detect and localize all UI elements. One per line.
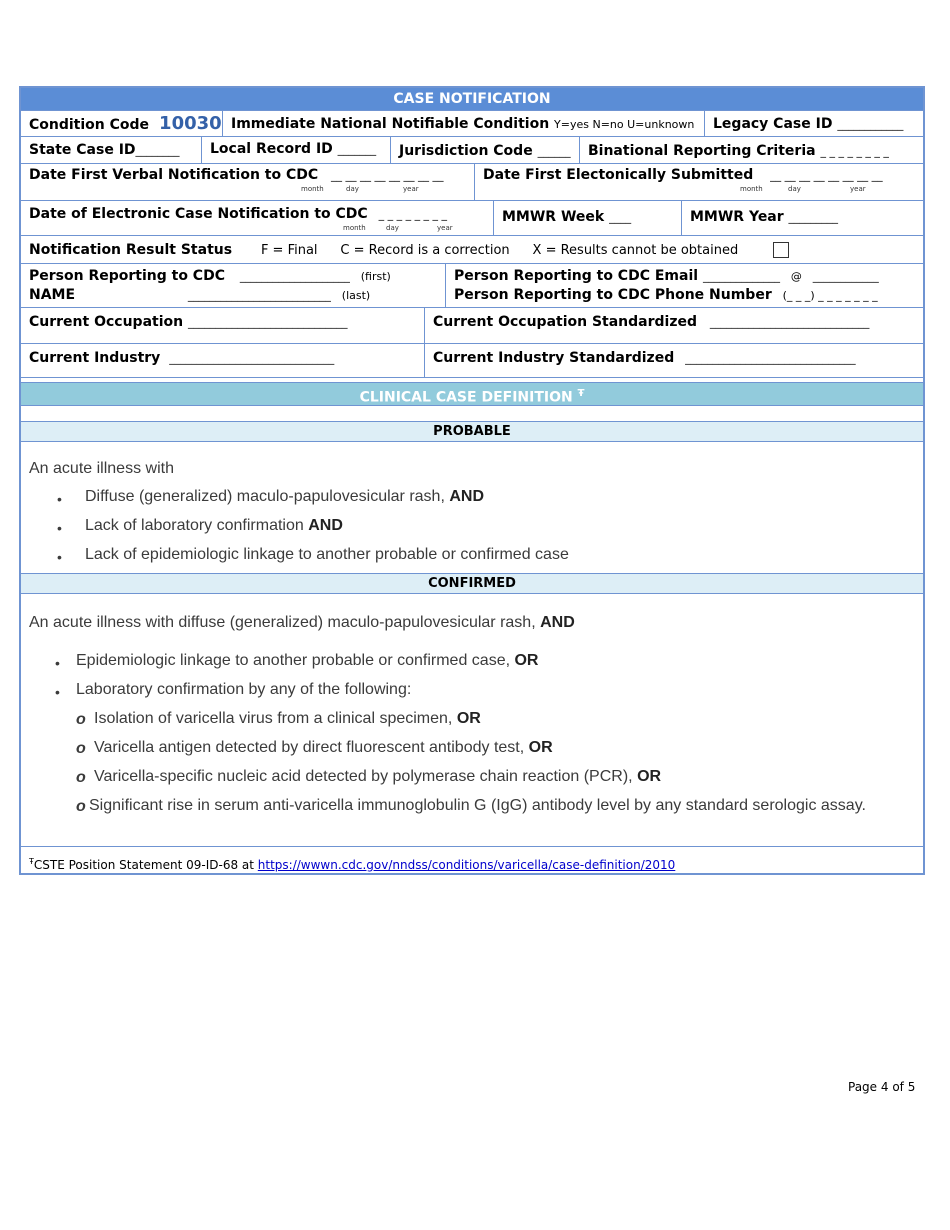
confirmed-header: CONFIRMED [21, 573, 923, 594]
mmwr-week-label: MMWR Week [502, 209, 605, 225]
confirmed-sub-2-text: Varicella antigen detected by direct fluorescent antibody test, [94, 739, 529, 756]
result-status-checkbox[interactable] [773, 242, 789, 258]
mmwr-week-field[interactable]: ____ [609, 211, 632, 224]
industry-std-cell [425, 344, 923, 377]
status-correction-option: C = Record is a correction [340, 243, 510, 258]
confirmed-section [21, 594, 923, 847]
phone-field[interactable]: (_ _ _) _ _ _ _ _ _ _ [782, 289, 878, 302]
status-cannot-option: X = Results cannot be obtained [532, 243, 739, 258]
verbal-notification-cell [21, 164, 475, 200]
footnote-mark: Ŧ [29, 857, 34, 866]
industry-std-label: Current Industry Standardized [433, 350, 675, 366]
confirmed-intro-bold: AND [540, 614, 575, 631]
probable-item-3: Lack of epidemiologic linkage to another probable or confirmed case [85, 546, 569, 563]
circle-bullet-icon: o [76, 769, 86, 786]
legacy-case-id-cell [705, 111, 923, 136]
page-number: Page 4 of 5 [848, 1080, 916, 1094]
electronic-submitted-cell [475, 164, 923, 200]
occupation-field[interactable]: _____________________________ [187, 316, 348, 329]
binational-field[interactable]: _ _ _ _ _ _ _ _ [820, 145, 889, 158]
industry-std-field[interactable]: _______________________________ [685, 352, 856, 365]
first-name-hint: (first) [360, 270, 391, 283]
footnote-text: CSTE Position Statement 09-ID-68 at [33, 858, 258, 872]
industry-field[interactable]: ______________________________ [169, 352, 335, 365]
bullet-dot-icon: • [57, 491, 62, 507]
row-result-status [21, 236, 923, 264]
legacy-case-id-label: Legacy Case ID [713, 116, 833, 132]
confirmed-item-2: Laboratory confirmation by any of the following: [76, 681, 412, 698]
electronic-notification-date-field[interactable]: _ _ _ _ _ _ _ _ [378, 208, 448, 221]
circle-bullet-icon: o [76, 740, 86, 757]
condition-code-value[interactable]: 10030 [159, 113, 222, 134]
jurisdiction-code-field[interactable]: ______ [537, 145, 571, 158]
confirmed-sub-1 [94, 710, 481, 728]
condition-code-cell [21, 111, 223, 136]
probable-item-1-text: Diffuse (generalized) maculo-papulovesicular rash, [85, 488, 450, 505]
status-final-option: F = Final [260, 243, 318, 258]
occupation-std-cell [425, 308, 923, 343]
electronic-month-hint: month [343, 224, 366, 232]
row-condition [21, 111, 923, 137]
probable-item-2 [85, 517, 343, 535]
confirmed-item-1 [76, 652, 538, 670]
electronic-notification-cell [21, 201, 494, 235]
verbal-day-hint: day [346, 185, 359, 193]
bullet-dot-icon: • [55, 684, 60, 700]
probable-header: PROBABLE [21, 421, 923, 442]
row-electronic-mmwr [21, 201, 923, 236]
local-record-id-field[interactable]: _______ [337, 143, 377, 156]
circle-bullet-icon: o [76, 798, 86, 815]
occupation-std-label: Current Occupation Standardized [433, 314, 698, 330]
email-domain-field[interactable]: ____________ [812, 270, 879, 283]
row-occupation [21, 308, 923, 344]
confirmed-intro [29, 614, 575, 632]
probable-item-2-bold: AND [308, 517, 343, 534]
confirmed-sub-1-text: Isolation of varicella virus from a clinical specimen, [94, 710, 457, 727]
state-case-id-label: State Case ID [29, 142, 136, 158]
spacer-2 [21, 406, 923, 421]
probable-item-2-text: Lack of laboratory confirmation [85, 517, 309, 534]
mmwr-year-field[interactable]: _________ [788, 211, 839, 224]
confirmed-sub-2-bold: OR [528, 739, 553, 756]
person-name-cell [21, 264, 446, 307]
mmwr-week-cell [494, 201, 682, 235]
notification-result-cell [21, 236, 923, 263]
confirmed-item-1-bold: OR [514, 652, 539, 669]
probable-section [21, 442, 923, 573]
notification-result-label: Notification Result Status [29, 242, 233, 258]
verbal-notification-label: Date First Verbal Notification to CDC [29, 167, 319, 183]
row-dates [21, 164, 923, 201]
circle-bullet-icon: o [76, 711, 86, 728]
legacy-case-id-field[interactable]: ____________ [837, 118, 904, 131]
clinical-case-definition-title: CLINICAL CASE DEFINITION [359, 389, 573, 406]
name-label: NAME [29, 287, 76, 303]
immediate-notifiable-label: Immediate National Notifiable Condition [231, 116, 550, 132]
local-record-id-label: Local Record ID [210, 141, 333, 157]
confirmed-sub-1-bold: OR [456, 710, 481, 727]
electronic-year-hint: year [437, 224, 453, 232]
industry-cell [21, 344, 425, 377]
case-notification-form [19, 86, 925, 875]
occupation-label: Current Occupation [29, 314, 184, 330]
last-name-field[interactable]: __________________________ [187, 289, 331, 302]
person-contact-cell [446, 264, 923, 307]
email-at-sign: @ [790, 270, 802, 283]
verbal-year-hint: year [403, 185, 419, 193]
bullet-dot-icon: • [55, 655, 60, 671]
row-person-reporting [21, 264, 923, 308]
confirmed-sub-3 [94, 768, 661, 786]
local-record-id-cell [202, 137, 391, 163]
probable-item-1 [85, 488, 484, 506]
case-notification-header: CASE NOTIFICATION [21, 88, 923, 111]
confirmed-item-1-text: Epidemiologic linkage to another probable or confirmed case, [76, 652, 515, 669]
person-reporting-label: Person Reporting to CDC [29, 268, 225, 284]
state-case-id-cell [21, 137, 202, 163]
row-ids [21, 137, 923, 164]
confirmed-sub-3-text: Varicella-specific nucleic acid detected by polymerase chain reaction (PCR), [94, 768, 638, 785]
email-label: Person Reporting to CDC Email [454, 268, 699, 284]
clinical-footnote-mark: Ŧ [577, 388, 585, 399]
elec-month-hint: month [740, 185, 763, 193]
bullet-dot-icon: • [57, 549, 62, 565]
footnote [21, 847, 923, 873]
industry-label: Current Industry [29, 350, 161, 366]
electronic-submitted-date-field[interactable]: __ __ __ __ __ __ __ __ [770, 169, 883, 182]
probable-intro: An acute illness with [29, 460, 174, 477]
email-user-field[interactable]: ______________ [702, 270, 780, 283]
occupation-std-field[interactable]: _____________________________ [709, 316, 870, 329]
last-name-hint: (last) [341, 289, 371, 302]
case-definition-link[interactable]: https://wwwn.cdc.gov/nndss/conditions/varicella/case-definition/2010 [257, 858, 676, 872]
elec-year-hint: year [850, 185, 866, 193]
clinical-case-definition-header [21, 383, 923, 406]
mmwr-year-cell [682, 201, 923, 235]
phone-label: Person Reporting to CDC Phone Number [454, 287, 772, 303]
verbal-month-hint: month [301, 185, 324, 193]
row-industry [21, 344, 923, 378]
immediate-notifiable-options: Y=yes N=no U=unknown [554, 118, 695, 131]
mmwr-year-label: MMWR Year [690, 209, 784, 225]
first-name-field[interactable]: ____________________ [239, 270, 350, 283]
bullet-dot-icon: • [57, 520, 62, 536]
confirmed-sub-2 [94, 739, 553, 757]
jurisdiction-code-label: Jurisdiction Code [399, 143, 533, 159]
confirmed-intro-text: An acute illness with diffuse (generalized) maculo-papulovesicular rash, [29, 614, 541, 631]
verbal-notification-date-field[interactable]: __ __ __ __ __ __ __ __ [331, 169, 444, 182]
electronic-notification-label: Date of Electronic Case Notification to CDC [29, 206, 368, 222]
elec-day-hint: day [788, 185, 801, 193]
binational-label: Binational Reporting Criteria [588, 143, 816, 159]
probable-item-1-bold: AND [449, 488, 484, 505]
immediate-notifiable-cell [223, 111, 705, 136]
binational-cell [580, 137, 923, 163]
jurisdiction-code-cell [391, 137, 580, 163]
confirmed-sub-4: Significant rise in serum anti-varicella immunoglobulin G (IgG) antibody level by any standard serologic assay. [89, 797, 866, 814]
state-case-id-field[interactable]: ________ [135, 144, 180, 157]
electronic-submitted-label: Date First Electonically Submitted [483, 167, 754, 183]
condition-code-label: Condition Code [29, 117, 150, 133]
electronic-day-hint: day [386, 224, 399, 232]
confirmed-sub-3-bold: OR [637, 768, 662, 785]
occupation-cell [21, 308, 425, 343]
